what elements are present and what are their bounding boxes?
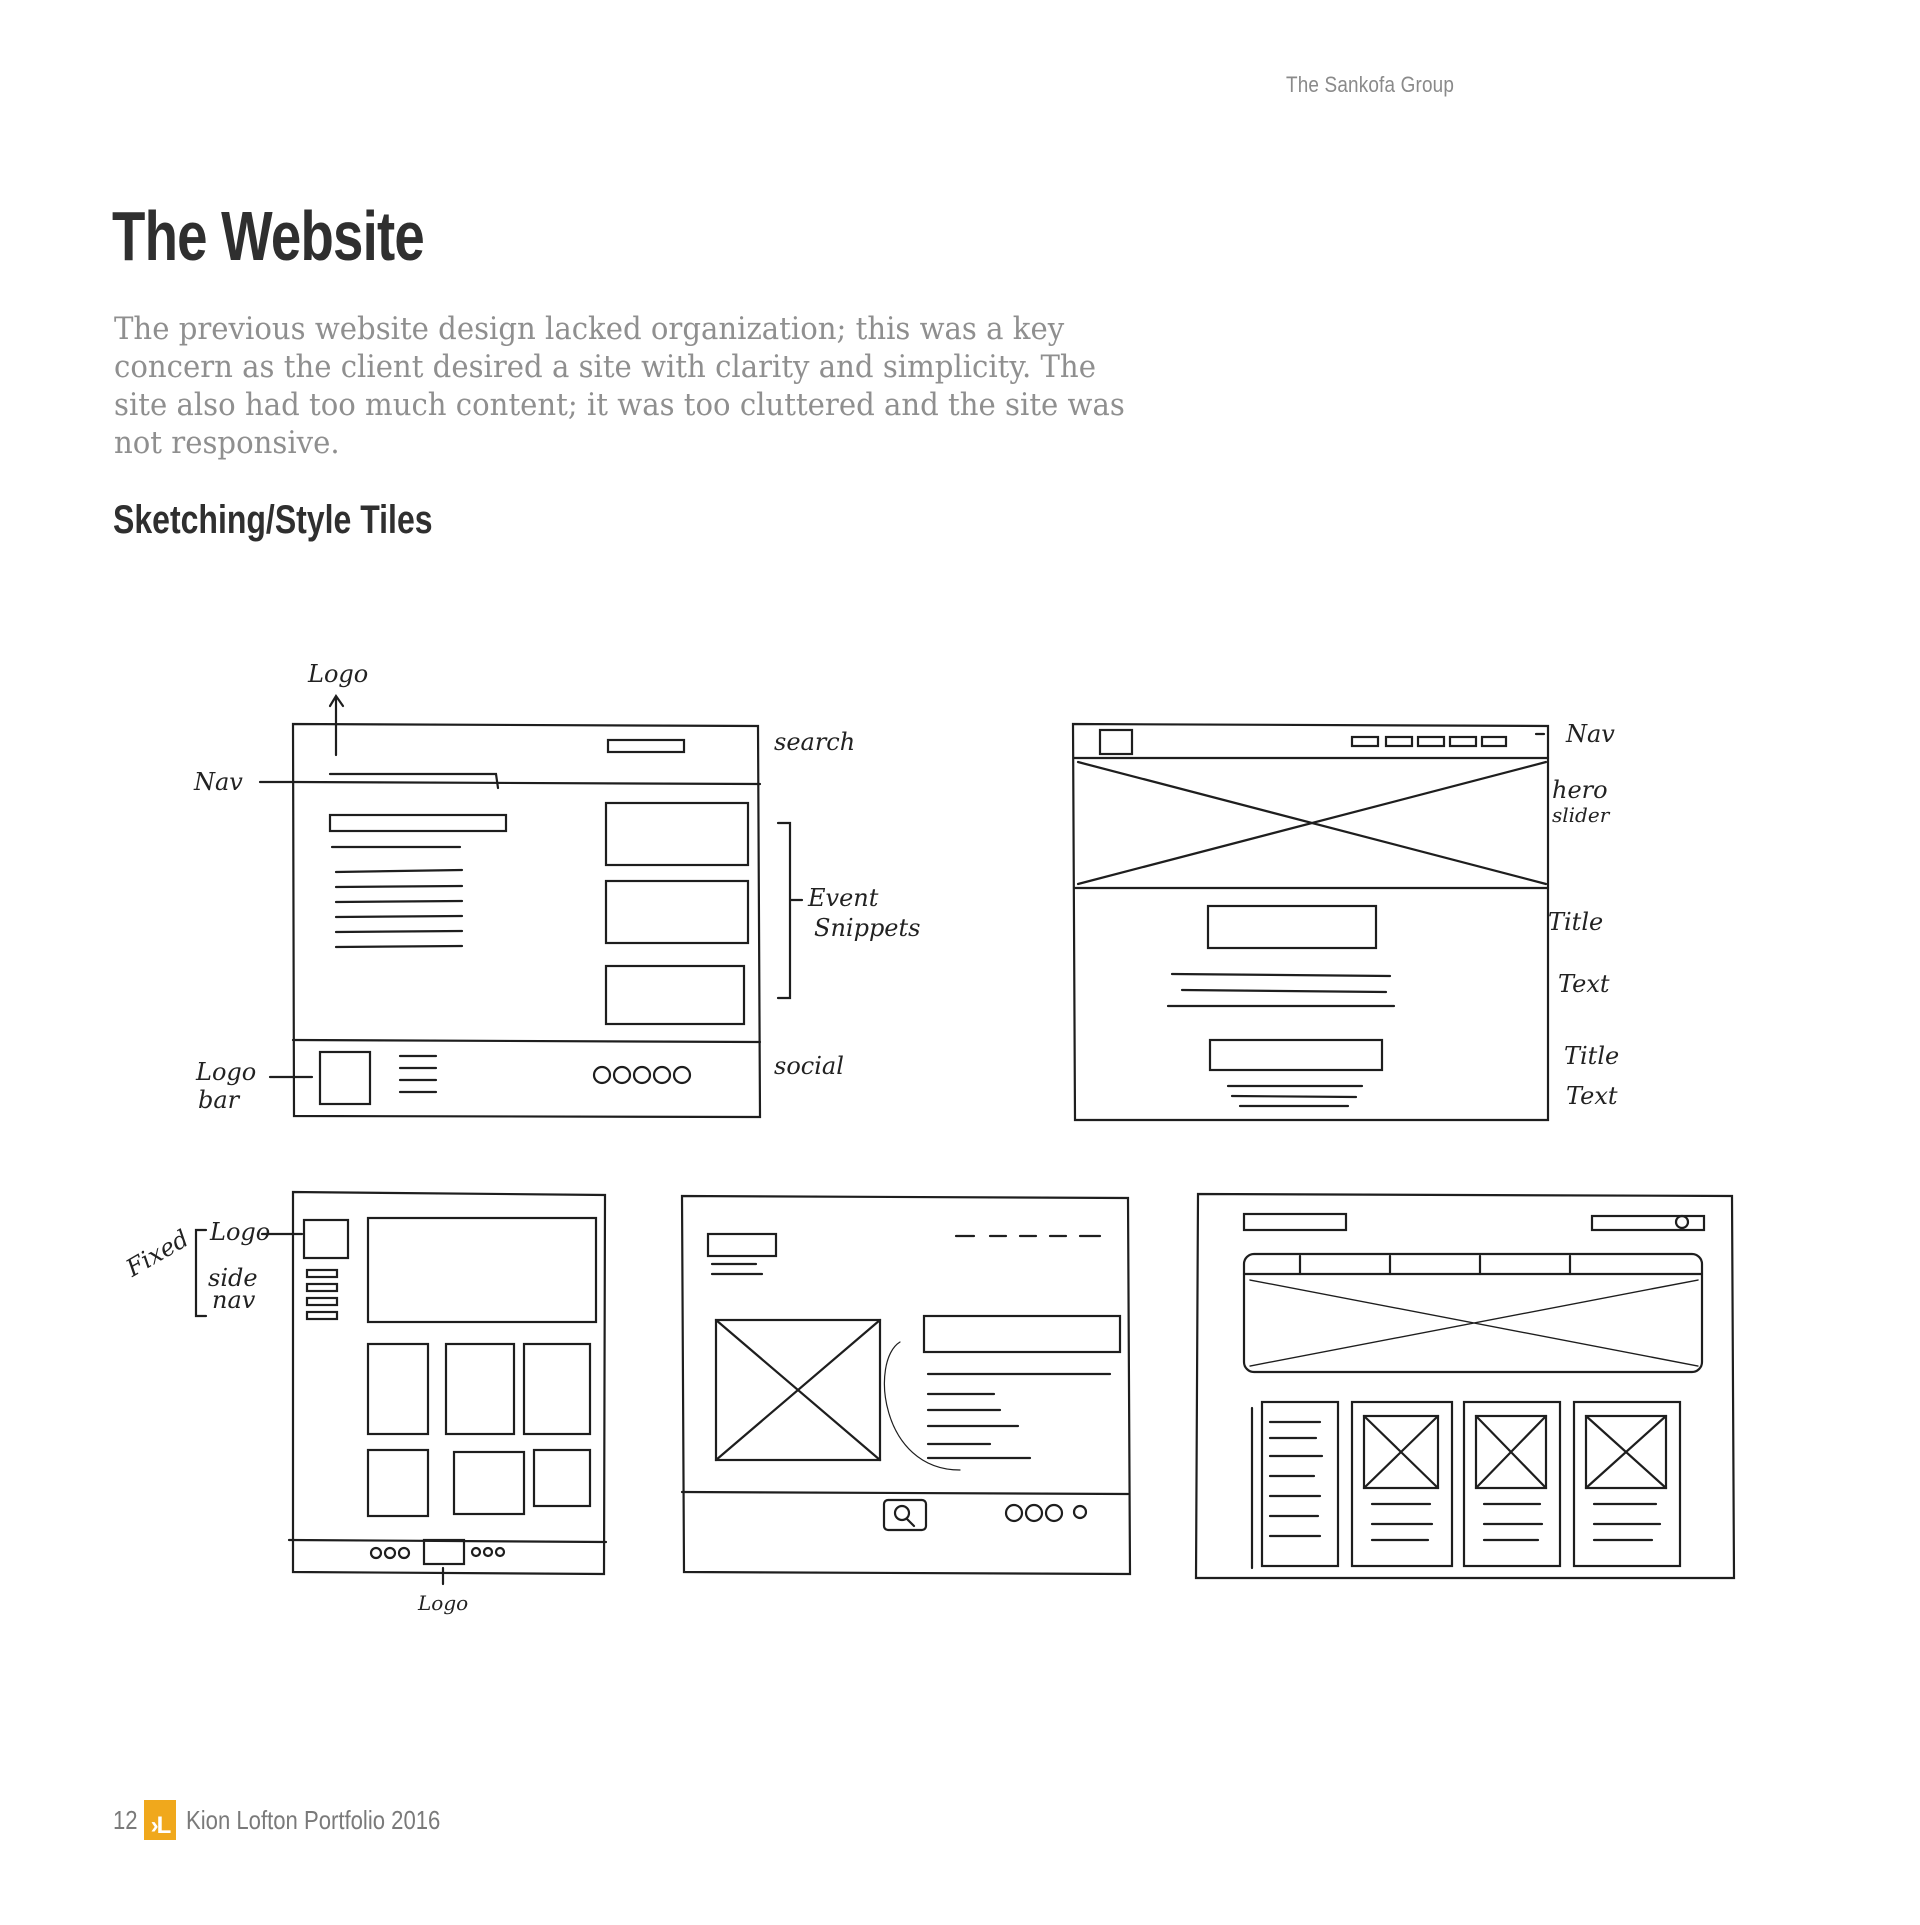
section-label: The Sankofa Group — [1286, 72, 1455, 97]
sketch-homepage-events — [260, 696, 802, 1117]
page-title: The Website — [112, 197, 425, 275]
page-number: 12 — [113, 1804, 138, 1835]
sketch3-side-note-1: side — [208, 1264, 258, 1292]
sketch1-nav-note: Nav — [194, 768, 243, 796]
sketch1-social-note: social — [774, 1052, 844, 1080]
sketch2-hero-note-2: slider — [1552, 803, 1610, 827]
sketch-hero-slider — [1073, 724, 1548, 1120]
sketch-card-grid — [1196, 1194, 1734, 1578]
sketch2-hero-note-1: hero — [1552, 776, 1608, 804]
sketching-subheading: Sketching/Style Tiles — [113, 498, 433, 542]
sketch1-event-note-2: Snippets — [814, 914, 921, 942]
sketch1-event-note-1: Event — [808, 884, 879, 912]
sketch3-logo-note: Logo — [210, 1218, 271, 1246]
sketch2-text-note-1: Text — [1558, 970, 1610, 998]
sketch-image-text — [682, 1196, 1130, 1574]
sketch2-nav-note: Nav — [1566, 720, 1615, 748]
sketch3-side-note-2: nav — [212, 1286, 256, 1314]
sketch3-bottom-logo-note: Logo — [418, 1591, 469, 1615]
sketch3-fixed-note: Fixed — [121, 1224, 194, 1283]
sketch2-title-note-1: Title — [1548, 908, 1604, 936]
sketch2-title-note-2: Title — [1564, 1042, 1620, 1070]
sketch1-logobar-note-2: bar — [198, 1086, 240, 1114]
sketch-side-nav — [196, 1192, 606, 1584]
intro-paragraph: The previous website design lacked organization; this was a key concern as the client desired a site with clarity and simplicity. The site also had too much content; it was too cluttered and the site was not responsive. — [114, 311, 1125, 461]
sketch1-logo-note: Logo — [308, 660, 369, 688]
page-footer — [113, 1800, 485, 1840]
portfolio-logo: ›L — [144, 1800, 176, 1840]
sketch2-text-note-2: Text — [1566, 1082, 1618, 1110]
footer-text: Kion Lofton Portfolio 2016 — [185, 1804, 441, 1835]
sketch1-logobar-note-1: Logo — [196, 1058, 257, 1086]
sketch1-search-note: search — [774, 728, 856, 756]
